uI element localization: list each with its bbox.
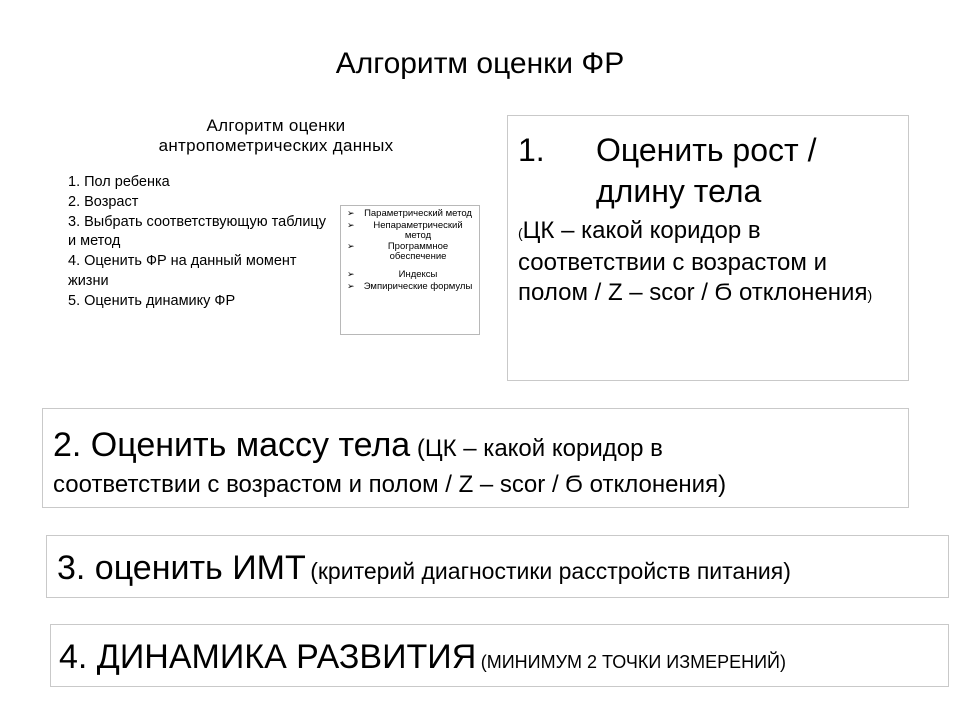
algorithm-step: 4. Оценить ФР на данный момент жизни [68,253,297,289]
step4-note: (МИНИМУМ 2 ТОЧКИ ИЗМЕРЕНИЙ) [480,652,786,672]
step1-note [518,216,898,310]
arrow-bullet-icon: ➢ [347,268,355,279]
algorithm-step: 1. Пол ребенка [68,174,170,190]
embedded-title-line2: антропометрических данных [158,136,394,155]
step2-note-part2: соответствии с возрастом и полом / Z – scor / Ϭ отклонения) [53,471,727,498]
step4-heading: 4. ДИНАМИКА РАЗВИТИЯ [59,638,477,676]
arrow-bullet-icon: ➢ [347,208,355,218]
method-label: Эмпирические формулы [363,280,473,292]
slide-title: Алгоритм оценки ФР [335,47,625,80]
step1-heading: Оценить рост / длину тела [596,132,817,209]
methods-box [340,205,480,335]
arrow-bullet-icon: ➢ [347,219,355,230]
embedded-image-title [100,116,452,156]
method-label: Параметрический метод [364,208,472,219]
method-item [345,221,477,241]
method-item [345,209,477,219]
method-label: Непараметрический метод [373,219,463,241]
step2-heading: 2. Оценить массу тела [53,426,411,464]
step3-heading: 3. оценить ИМТ [57,549,306,587]
arrow-bullet-icon: ➢ [347,280,355,291]
step2-note-part1: (ЦК – какой коридор в [416,435,663,462]
arrow-bullet-icon: ➢ [347,241,355,252]
method-item [345,270,477,280]
algorithm-step: 5. Оценить динамику ФР [68,292,236,309]
step1-box [507,115,909,381]
step1-number: 1. [518,132,545,168]
method-item [345,242,477,262]
method-label: Программное обеспечение [387,241,449,263]
algorithm-step: 3. Выбрать соответствующую таблицу и метод [68,213,326,250]
methods-list [341,206,479,292]
step1-note-close: ) [867,287,873,303]
algorithm-steps-list [68,173,336,312]
method-item [345,282,477,292]
step1-note-open: ( [518,225,523,241]
step3-note: (критерий диагностики расстройств питания) [310,558,791,584]
embedded-title-line1: Алгоритм оценки [206,116,346,135]
step2-box [42,408,909,508]
algorithm-step: 2. Возраст [68,193,139,210]
step3-box [46,535,949,598]
step1-note-text: ЦК – какой коридор в соответствии с возрастом и полом / Z – scor / Ϭ отклонения [518,217,868,306]
method-label: Индексы [398,268,438,280]
step4-box [50,624,949,687]
